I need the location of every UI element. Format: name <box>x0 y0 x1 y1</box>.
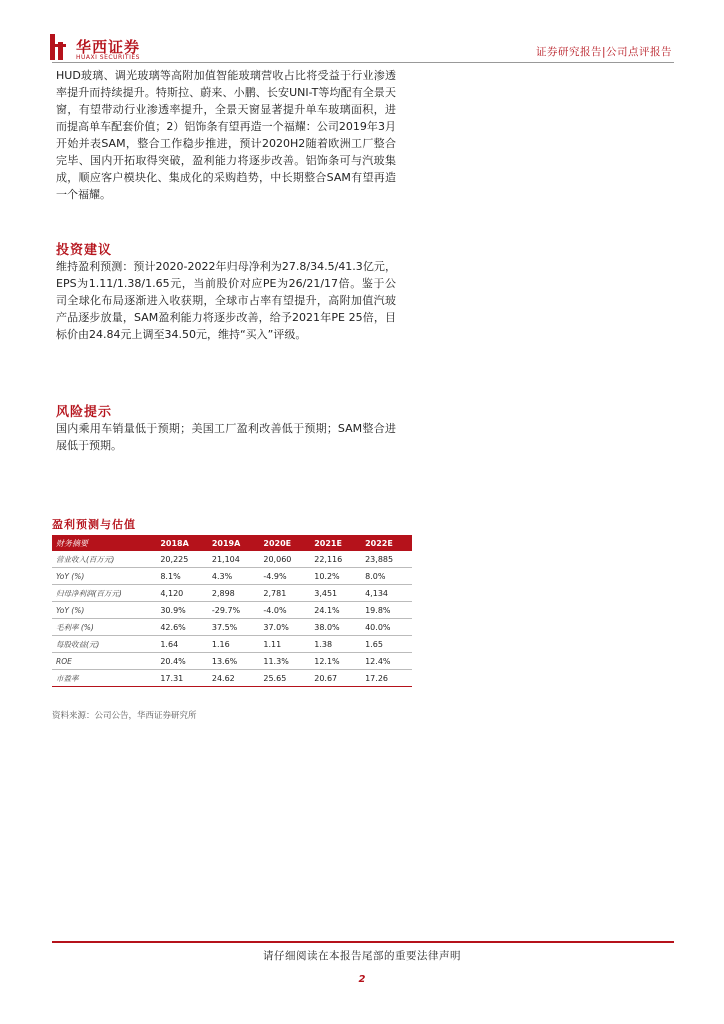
analysis-paragraph: HUD玻璃、调光玻璃等高附加值智能玻璃营收占比将受益于行业渗透率提升而持续提升。特斯拉、蔚来、小鹏、长安UNI-T等均配有全景天窗，有望带动行业渗透率提升，全景天窗显著提升单车玻璃面积，进而提高单车配套价值；2）铝饰条有望再造一个福耀：公司2019年3月开始并表SAM，整合工作稳步推进，预计2020H2随着欧洲工厂整合完毕、国内开拓取得突破，盈利能力将逐步改善。铝饰条可与汽玻集成，顺应客户模块化、集成化的采购趋势，中长期整合SAM有望再造一个福耀。 <box>56 69 396 201</box>
investment-paragraph: 维持盈利预测：预计2020-2022年归母净利为27.8/34.5/41.3亿元，EPS为1.11/1.38/1.65元，当前股价对应PE为26/21/17倍。鉴于公司全球化布局逐渐进入收获期，全球市占率有望提升，高附加值汽玻产品逐步放量，SAM盈利能力将逐步改善，给予2021年PE 25倍，目标价由24.84元上调至34.50元，维持“买入”评级。 <box>56 260 396 341</box>
table-cell: 38.0% <box>310 619 361 636</box>
header-cell: 2020E <box>259 535 310 551</box>
huaxi-logo <box>50 34 68 60</box>
row-label: YoY (%) <box>52 568 156 585</box>
table-row <box>52 653 412 670</box>
table-row <box>52 551 412 568</box>
table-cell: 23,885 <box>361 551 412 568</box>
table-cell: 1.64 <box>156 636 208 653</box>
table-cell: 13.6% <box>208 653 260 670</box>
row-label: ROE <box>52 653 156 670</box>
table-cell: 21,104 <box>208 551 260 568</box>
table-row <box>52 619 412 636</box>
row-label: 毛利率 (%) <box>52 619 156 636</box>
table-cell: 40.0% <box>361 619 412 636</box>
row-label: YoY (%) <box>52 602 156 619</box>
table-cell: 30.9% <box>156 602 208 619</box>
table-cell: 20,060 <box>259 551 310 568</box>
table-cell: 17.26 <box>361 670 412 687</box>
header-cell: 2022E <box>361 535 412 551</box>
report-type: 证券研究报告|公司点评报告 <box>535 46 672 58</box>
table-cell: 11.3% <box>259 653 310 670</box>
table-source: 资料来源：公司公告，华西证券研究所 <box>52 711 197 721</box>
brand-name-en: HUAXI SECURITIES <box>76 54 140 61</box>
table-cell: 22,116 <box>310 551 361 568</box>
header-cell: 财务摘要 <box>52 535 156 551</box>
table-cell: 3,451 <box>310 585 361 602</box>
table-cell: 1.65 <box>361 636 412 653</box>
table-row <box>52 670 412 687</box>
table-cell: 1.16 <box>208 636 260 653</box>
header-cell: 2018A <box>156 535 208 551</box>
table-row <box>52 568 412 585</box>
risk-paragraph: 国内乘用车销量低于预期；美国工厂盈利改善低于预期；SAM整合进展低于预期。 <box>56 422 396 452</box>
table-cell: 4,120 <box>156 585 208 602</box>
table-cell: 1.38 <box>310 636 361 653</box>
row-label: 每股收益(元) <box>52 636 156 653</box>
table-cell: -4.9% <box>259 568 310 585</box>
table-cell: 24.62 <box>208 670 260 687</box>
footer-divider <box>52 941 674 943</box>
table-cell: 37.0% <box>259 619 310 636</box>
table-title: 盈利预测与估值 <box>52 518 136 531</box>
table-row <box>52 636 412 653</box>
table-cell: 20,225 <box>156 551 208 568</box>
table-cell: 8.0% <box>361 568 412 585</box>
row-label: 市盈率 <box>52 670 156 687</box>
table-cell: 25.65 <box>259 670 310 687</box>
table-cell: 42.6% <box>156 619 208 636</box>
header-cell: 2019A <box>208 535 260 551</box>
table-cell: 24.1% <box>310 602 361 619</box>
table-cell: 10.2% <box>310 568 361 585</box>
table-cell: 4,134 <box>361 585 412 602</box>
legal-notice: 请仔细阅读在本报告尾部的重要法律声明 <box>263 950 461 962</box>
section-title-investment: 投资建议 <box>56 243 113 258</box>
header-cell: 2021E <box>310 535 361 551</box>
table-cell: 1.11 <box>259 636 310 653</box>
table-cell: 20.4% <box>156 653 208 670</box>
section-title-risk: 风险提示 <box>56 405 113 420</box>
table-cell: 12.1% <box>310 653 361 670</box>
table-cell: 2,898 <box>208 585 260 602</box>
table-cell: 17.31 <box>156 670 208 687</box>
header-divider <box>52 62 674 63</box>
table-header-row <box>52 535 412 551</box>
table-row <box>52 585 412 602</box>
table-cell: -4.0% <box>259 602 310 619</box>
page-header <box>0 0 724 64</box>
brand-name-cn: 华西证券 <box>76 38 141 56</box>
table-cell: -29.7% <box>208 602 260 619</box>
table-cell: 2,781 <box>259 585 310 602</box>
table-cell: 4.3% <box>208 568 260 585</box>
row-label: 归母净利润(百万元) <box>52 585 156 602</box>
table-cell: 19.8% <box>361 602 412 619</box>
table-row <box>52 602 412 619</box>
table-cell: 20.67 <box>310 670 361 687</box>
table-cell: 8.1% <box>156 568 208 585</box>
table-cell: 37.5% <box>208 619 260 636</box>
page-number: 2 <box>358 974 366 985</box>
row-label: 营业收入(百万元) <box>52 551 156 568</box>
table-cell: 12.4% <box>361 653 412 670</box>
financial-forecast-table <box>52 535 412 687</box>
